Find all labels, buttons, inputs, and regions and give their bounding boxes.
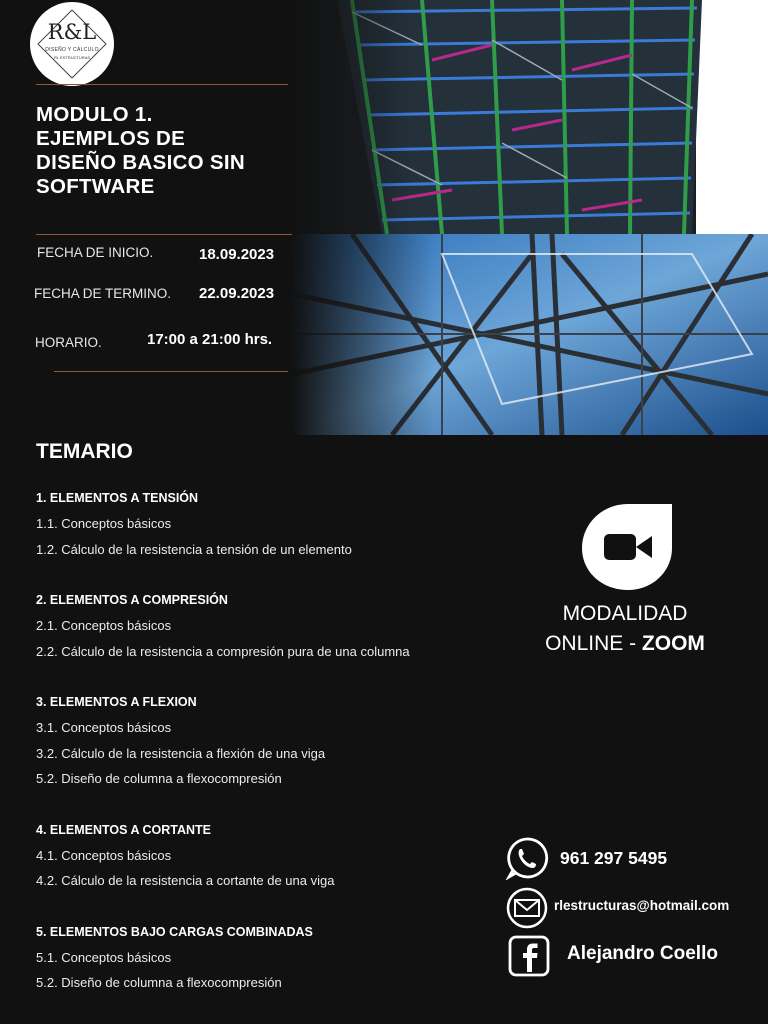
module-title <box>36 103 296 199</box>
modality-zoom: ZOOM <box>641 632 705 655</box>
end-date-label: FECHA DE TERMINO. <box>34 286 172 301</box>
section-heading: 2. ELEMENTOS A COMPRESIÓN <box>36 593 228 607</box>
section-item: 5.2. Diseño de columna a flexocompresión <box>36 975 282 990</box>
facebook-icon <box>507 934 551 978</box>
logo-tagline: DISEÑO Y CÁLCULO <box>45 47 99 53</box>
divider-mid <box>36 234 292 235</box>
section-item: 4.1. Conceptos básicos <box>36 847 172 863</box>
video-camera-icon <box>580 502 676 592</box>
steel-structure-photo <box>292 234 768 435</box>
section-item: 3.1. Conceptos básicos <box>36 720 172 735</box>
section-heading: 4. ELEMENTOS A CORTANTE <box>36 822 212 837</box>
section-item: 1.1. Conceptos básicos <box>36 516 172 531</box>
start-date-label: FECHA DE INICIO. <box>37 245 154 260</box>
section-item: 1.2. Cálculo de la resistencia a tensión de un elemento <box>36 541 352 557</box>
modality-label: MODALIDAD <box>562 602 688 625</box>
steel-frame-render <box>292 0 768 234</box>
hours-value: 17:00 a 21:00 hrs. <box>147 331 273 348</box>
whatsapp-icon <box>505 836 549 880</box>
section-item: 5.2. Diseño de columna a flexocompresión <box>36 771 282 786</box>
start-date-value: 18.09.2023 <box>199 246 275 263</box>
section-item: 4.2. Cálculo de la resistencia a cortante de una viga <box>36 873 335 888</box>
temario-heading: TEMARIO <box>36 440 133 463</box>
section-heading: 1. ELEMENTOS A TENSIÓN <box>36 491 199 505</box>
logo-initials: R&L <box>47 20 97 44</box>
facebook-name[interactable]: Alejandro Coello <box>567 943 718 964</box>
divider-bottom <box>54 371 288 372</box>
structure-render-image <box>292 0 768 234</box>
hours-label: HORARIO. <box>35 335 102 350</box>
steel-structure-sky <box>292 234 768 435</box>
section-item: 2.1. Conceptos básicos <box>36 618 172 633</box>
section-item: 2.2. Cálculo de la resistencia a compresión pura de una columna <box>36 643 410 659</box>
title-line: EJEMPLOS DE <box>36 127 186 150</box>
logo <box>30 2 114 86</box>
section-heading: 5. ELEMENTOS BAJO CARGAS COMBINADAS <box>36 924 313 939</box>
modality-online-prefix: ONLINE - <box>545 632 642 655</box>
section-item: 5.1. Conceptos básicos <box>36 949 172 965</box>
title-line: SOFTWARE <box>36 175 155 198</box>
section-item: 3.2. Cálculo de la resistencia a flexión de una viga <box>36 745 326 761</box>
temario-list <box>36 489 506 1000</box>
divider-top <box>36 84 288 85</box>
email-address[interactable]: rlestructuras@hotmail.com <box>554 898 730 913</box>
title-line: DISEÑO BASICO SIN <box>36 151 245 174</box>
mail-icon <box>505 886 549 930</box>
phone-number[interactable]: 961 297 5495 <box>560 848 668 868</box>
logo-brand: RL ESTRUCTURAS <box>53 55 91 60</box>
end-date-value: 22.09.2023 <box>199 285 275 302</box>
title-line: MODULO 1. <box>36 103 153 126</box>
modality-online <box>530 632 720 656</box>
section-heading: 3. ELEMENTOS A FLEXION <box>36 695 197 709</box>
logo-diamond-outline <box>30 2 114 86</box>
